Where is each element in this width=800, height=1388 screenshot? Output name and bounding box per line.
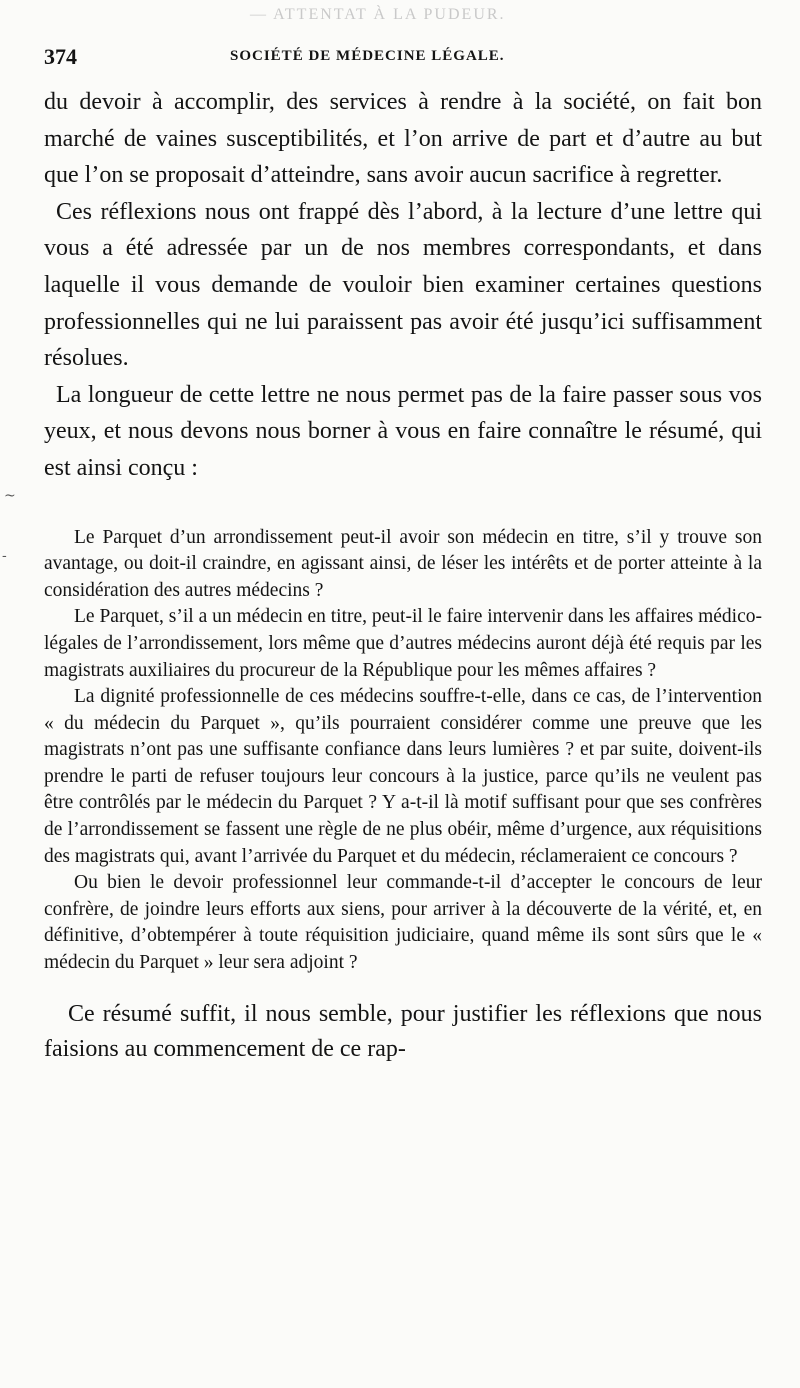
paragraph: La longueur de cette lettre ne nous permet pas de la faire passer sous vos yeux, et nous devons nous borner à vous en faire connaître le résumé, qui est ainsi conçu : bbox=[44, 381, 762, 481]
intro-text bbox=[44, 84, 762, 487]
question-paragraph: Le Parquet d’un arrondissement peut-il avoir son médecin en titre, s’il y trouve son avantage, ou doit-il craindre, en agissant ainsi, de léser les intérêts et de porter atteinte à la considération des autres médecins ? bbox=[44, 526, 762, 601]
page-number: 374 bbox=[44, 44, 77, 69]
question-paragraph: Le Parquet, s’il a un médecin en titre, peut-il le faire intervenir dans les affaires médico-légales de l’arrondissement, lors même que d’autres médecins auront déjà été requis par les magistrats auxiliaires du procureur de la République pour les mêmes affaires ? bbox=[44, 606, 762, 681]
question-paragraph: La dignité professionnelle de ces médecins souffre-t-elle, dans ce cas, de l’intervention « du médecin du Parquet », qu’ils pourraient considérer comme une preuve que les magistrats n’ont pas une suffisante confiance dans leurs lumières ? et par suite, doivent-ils prendre le parti de refuser toujours leur concours à la justice, parce qu’ils ne veulent pas être contrôlés par le médecin du Parquet ? Y a-t-il là motif suffisant pour que ses confrères de l’arrondissement se fassent une règle de ne plus obéir, même d’urgence, aux réquisitions des magistrats qui, avant l’arrivée du Parquet et du médecin, réclameraient ce concours ? bbox=[44, 686, 762, 867]
show-through-text: — ATTENTAT À LA PUDEUR. bbox=[250, 6, 506, 23]
margin-tick: ~ bbox=[4, 488, 16, 504]
margin-tick: - bbox=[2, 548, 7, 564]
paragraph-continuation: du devoir à accomplir, des services à rendre à la société, on fait bon marché de vaines susceptibilités, et l’on arrive de part et d’autre au but que l’on se proposait d’atteindre, sans avoir aucun sacrifice à regretter. bbox=[44, 89, 762, 189]
question-paragraph: Ou bien le devoir professionnel leur commande-t-il d’accepter le concours de leur confrère, de joindre leurs efforts aux siens, pour arriver à la découverte de la vérité, et, en définitive, d’obtempérer à toute réquisition judiciaire, quand même ils sont sûrs que le « médecin du Parquet » leur sera adjoint ? bbox=[44, 872, 762, 974]
quoted-summary bbox=[44, 525, 762, 977]
running-head: SOCIÉTÉ DE MÉDECINE LÉGALE. bbox=[230, 48, 505, 64]
closing-text bbox=[44, 997, 762, 1067]
page-header bbox=[44, 44, 764, 74]
paragraph: Ces réflexions nous ont frappé dès l’abord, à la lecture d’une lettre qui vous a été adressée par un de nos membres correspondants, et dans laquelle il vous demande de vouloir bien examiner certaines questions professionnelles qui ne lui paraissent pas avoir été jusqu’ici suffisamment résolues. bbox=[44, 198, 762, 372]
closing-paragraph: Ce résumé suffit, il nous semble, pour justifier les réflexions que nous faisions au commencement de ce rap- bbox=[44, 1000, 762, 1062]
page-body bbox=[44, 84, 762, 1067]
